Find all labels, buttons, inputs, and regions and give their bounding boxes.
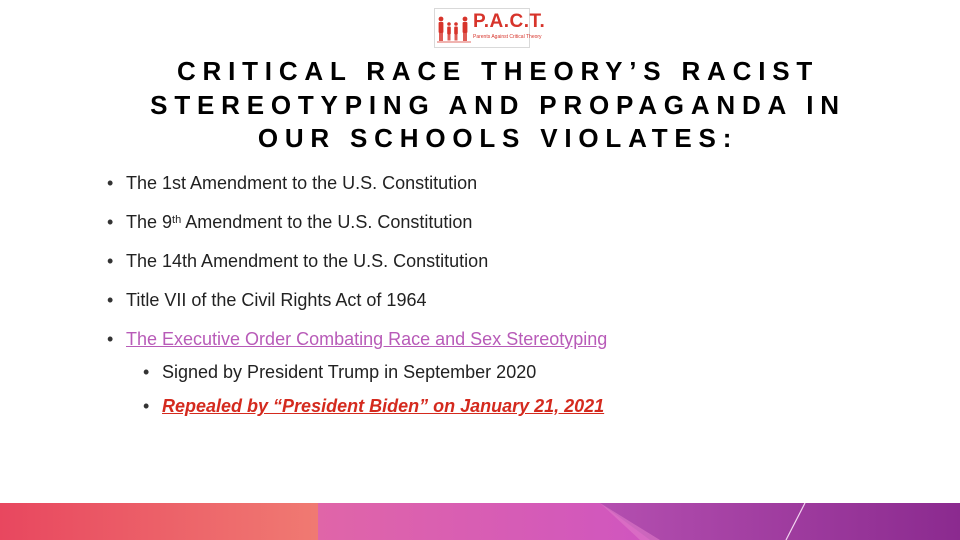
logo-tagline: Parents Against Critical Theory xyxy=(473,34,542,40)
list-item-14th-amendment xyxy=(105,250,607,289)
title-line-3: OUR SCHOOLS VIOLATES: xyxy=(257,123,739,153)
list-item-text: The 1st Amendment to the U.S. Constitution xyxy=(126,173,478,193)
slide-title xyxy=(60,55,936,156)
gradient-band-graphic xyxy=(0,503,960,540)
decorative-bottom-band xyxy=(0,503,960,540)
ordinal-superscript: th xyxy=(172,214,182,226)
executive-order-sublist xyxy=(141,361,604,429)
sub-item-text: Signed by President Trump in September 2020 xyxy=(162,362,537,382)
title-line-1: CRITICAL RACE THEORY’S RACIST xyxy=(176,56,820,86)
title-line-2: STEREOTYPING AND PROPAGANDA IN xyxy=(150,89,846,120)
list-item-1st-amendment xyxy=(105,172,607,211)
pact-logo xyxy=(434,8,546,48)
family-icon xyxy=(435,9,475,47)
repealed-text: Repealed by “President Biden” on January 21, 2021 xyxy=(162,396,605,416)
logo-wordmark: P.A.C.T. xyxy=(473,11,546,32)
list-item-text-pre: The 9 xyxy=(126,212,173,232)
list-item-9th-amendment xyxy=(105,211,607,250)
list-item-text-post: Amendment to the U.S. Constitution xyxy=(181,212,473,232)
executive-order-link[interactable]: The Executive Order Combating Race and Sex Stereotyping xyxy=(126,329,608,349)
list-item-text: The 14th Amendment to the U.S. Constitution xyxy=(126,251,489,271)
list-item-text: Title VII of the Civil Rights Act of 1964 xyxy=(126,290,427,310)
violations-list xyxy=(105,172,607,367)
list-item-civil-rights-act xyxy=(105,289,607,328)
sub-item-signed xyxy=(141,361,604,395)
sub-item-repealed xyxy=(141,395,604,429)
